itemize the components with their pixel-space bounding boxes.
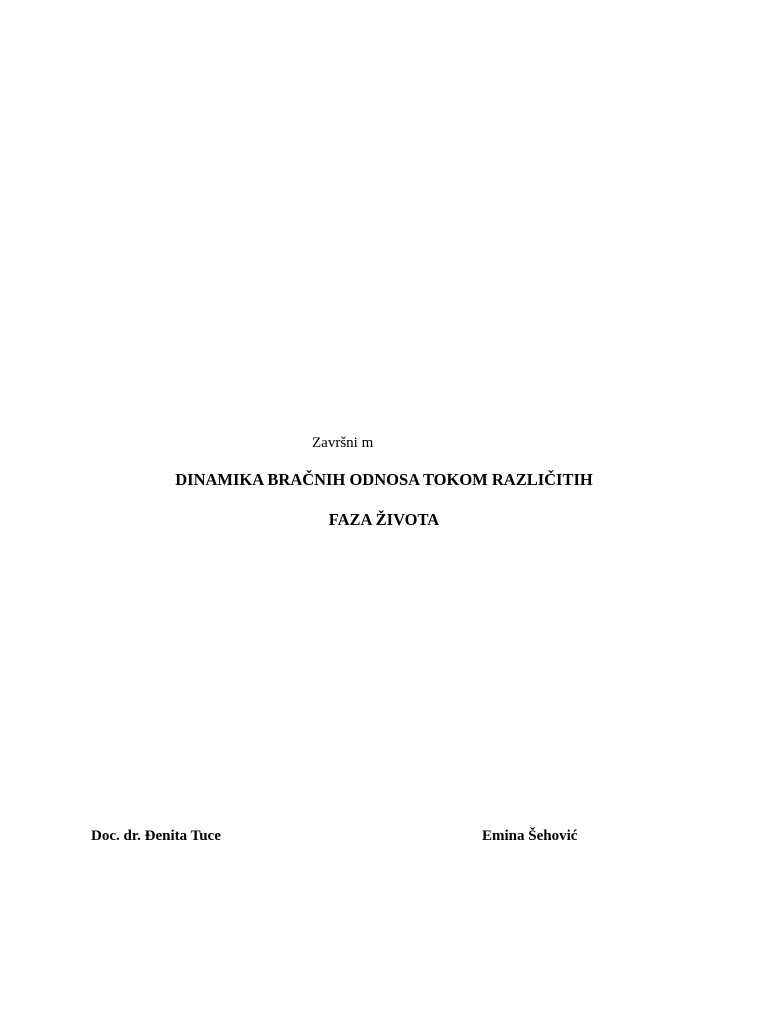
thesis-title-line-2: FAZA ŽIVOTA [328, 510, 440, 529]
thesis-title-line-1: DINAMIKA BRAČNIH ODNOSA TOKOM RAZLIČITIH [175, 470, 593, 489]
mentor-name: Doc. dr. Đenita Tuce [91, 828, 221, 844]
document-type-label: Završni m [312, 435, 374, 451]
student-name: Emina Šehović [482, 828, 578, 844]
